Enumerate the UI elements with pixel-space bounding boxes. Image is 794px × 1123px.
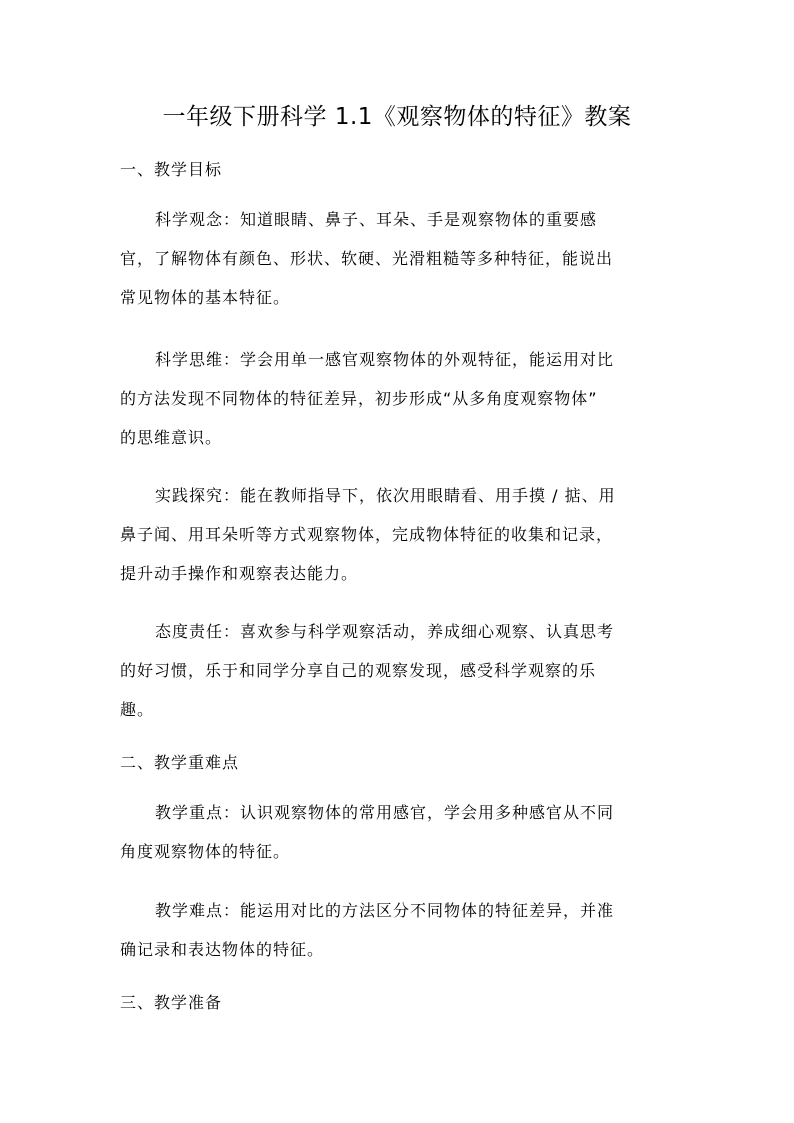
section-heading-objectives: 一、教学目标 bbox=[120, 160, 223, 179]
paragraph-line: 实践探究：能在教师指导下，依次用眼睛看、用手摸 / 掂、用 bbox=[155, 486, 616, 505]
paragraph-line: 教学难点：能运用对比的方法区分不同物体的特征差异，并准 bbox=[155, 901, 615, 920]
section-heading-preparation: 三、教学准备 bbox=[120, 993, 223, 1012]
paragraph-line: 趣。 bbox=[120, 700, 155, 719]
paragraph-science-concept bbox=[120, 200, 680, 317]
paragraph-line: 角度观察物体的特征。 bbox=[120, 842, 291, 861]
paragraph-science-thinking bbox=[120, 340, 680, 457]
paragraph-line: 官，了解物体有颜色、形状、软硬、光滑粗糙等多种特征，能说出 bbox=[120, 249, 614, 268]
paragraph-line: 的好习惯，乐于和同学分享自己的观察发现，感受科学观察的乐 bbox=[120, 661, 597, 680]
paragraph-line: 的方法发现不同物体的特征差异，初步形成“从多角度观察物体” bbox=[120, 389, 598, 408]
paragraph-attitude-responsibility bbox=[120, 612, 680, 729]
paragraph-teaching-difficulty bbox=[120, 891, 680, 969]
paragraph-line: 的思维意识。 bbox=[120, 428, 223, 447]
paragraph-line: 科学观念：知道眼睛、鼻子、耳朵、手是观察物体的重要感 bbox=[155, 210, 598, 229]
paragraph-line: 常见物体的基本特征。 bbox=[120, 288, 291, 307]
paragraph-line: 科学思维：学会用单一感官观察物体的外观特征，能运用对比 bbox=[155, 350, 615, 369]
paragraph-line: 教学重点：认识观察物体的常用感官，学会用多种感官从不同 bbox=[155, 803, 615, 822]
paragraph-line: 鼻子闻、用耳朵听等方式观察物体，完成物体特征的收集和记录， bbox=[120, 525, 614, 544]
paragraph-teaching-focus bbox=[120, 793, 680, 871]
paragraph-practice-inquiry bbox=[120, 476, 680, 593]
section-heading-key-points: 二、教学重难点 bbox=[120, 753, 240, 772]
paragraph-line: 提升动手操作和观察表达能力。 bbox=[120, 564, 359, 583]
paragraph-line: 态度责任：喜欢参与科学观察活动，养成细心观察、认真思考 bbox=[155, 622, 615, 641]
paragraph-line: 确记录和表达物体的特征。 bbox=[120, 940, 325, 959]
document-title: 一年级下册科学 1.1《观察物体的特征》教案 bbox=[162, 104, 632, 130]
